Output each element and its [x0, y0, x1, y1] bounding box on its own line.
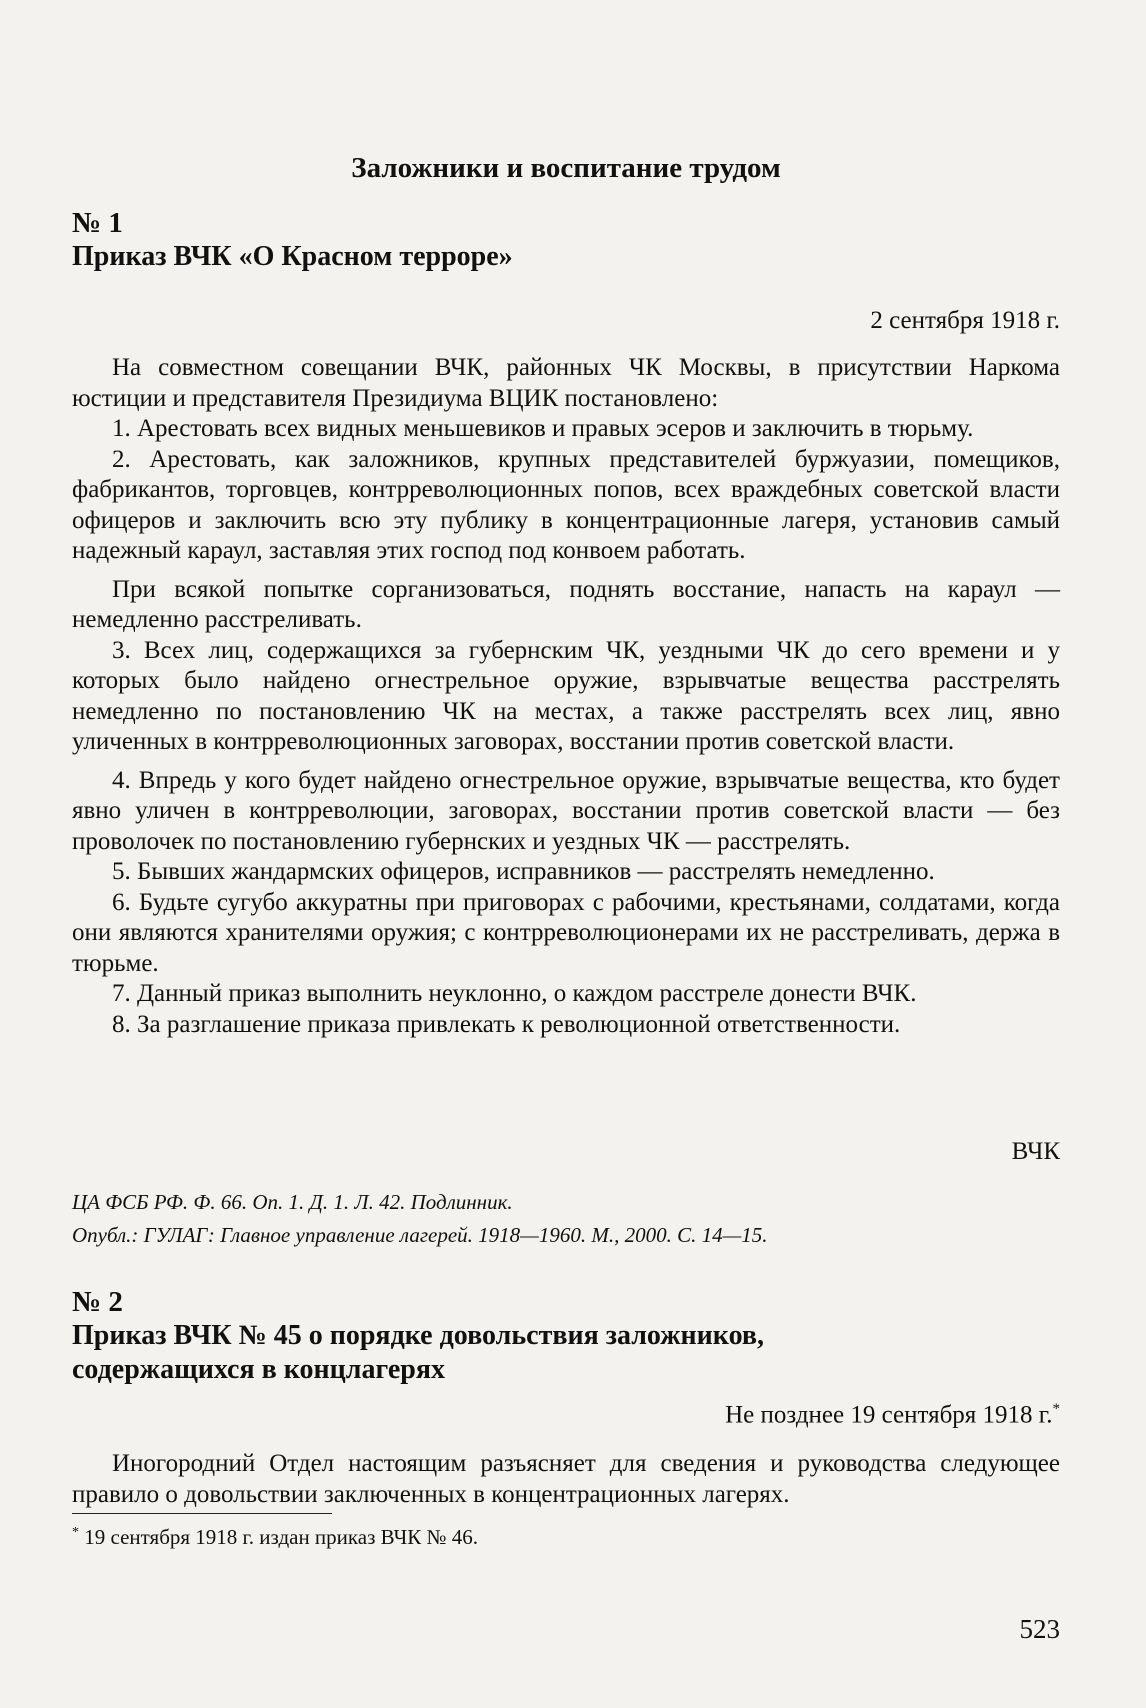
doc1-paragraph: 3. Всех лиц, содержащихся за губернским ЧК, уездными ЧК до сего времени и у которых было найдено огнестрельное оружие, взрывчатые вещества расстрелять немедленно по постановлению ЧК на местах, а также расстрелять всех лиц, явно уличенных в контрреволюционных заговорах, восстании против советской власти. [72, 636, 1060, 755]
footnote-mark: * [72, 1525, 79, 1540]
doc1-title: Приказ ВЧК «О Красном терроре» [72, 241, 513, 272]
doc1-signature: ВЧК [1011, 1138, 1060, 1165]
section-title: Заложники и воспитание трудом [351, 152, 781, 184]
doc1-paragraph: 2. Арестовать, как заложников, крупных представителей буржуазии, помещиков, фабрикантов, торговцев, контрреволюционных попов, всех враждебных советской власти офицеров и заключить всю эту публику в концентрационные лагеря, установив самый надежный караул, заставляя этих господ под конвоем работать. [72, 445, 1060, 564]
doc1-source-published: Опубл.: ГУЛАГ: Главное управление лагерей. 1918—1960. М., 2000. С. 14—15. [72, 1223, 768, 1247]
doc1-paragraph: На совместном совещании ВЧК, районных ЧК Москвы, в присутствии Наркома юстиции и представителя Президиума ВЦИК постановлено: [72, 354, 1060, 412]
doc2-body [72, 1449, 1060, 1510]
doc1-paragraph: 8. За разглашение приказа привлекать к революционной ответственности. [112, 1010, 901, 1038]
doc1-body [72, 353, 1060, 1040]
doc1-paragraph: 7. Данный приказ выполнить неуклонно, о каждом расстреле донести ВЧК. [112, 980, 917, 1007]
doc1-paragraph: 5. Бывших жандармских офицеров, исправников — расстрелять немедленно. [112, 858, 935, 885]
doc2-date-text: Не позднее 19 сентября 1918 г. [725, 1401, 1053, 1429]
page-number: 523 [1019, 1614, 1060, 1644]
doc1-date: 2 сентября 1918 г. [870, 307, 1060, 334]
doc1-source-archive: ЦА ФСБ РФ. Ф. 66. Оп. 1. Д. 1. Л. 42. Подлинник. [72, 1190, 513, 1214]
footnote [72, 1525, 478, 1550]
doc2-number: № 2 [72, 1286, 123, 1318]
doc2-date [725, 1401, 1060, 1429]
doc2-title [72, 1319, 1060, 1387]
doc1-paragraph: 6. Будьте сугубо аккуратны при приговорах с рабочими, крестьянами, солдатами, когда они являются хранителями оружия; с контрреволюционерами их не расстреливать, держа в тюрьме. [72, 888, 1060, 977]
doc1-number: № 1 [72, 207, 123, 239]
doc2-title-line2: содержащихся в концлагерях [72, 1354, 445, 1385]
footnote-divider [72, 1513, 332, 1514]
doc1-paragraph: 1. Арестовать всех видных меньшевиков и правых эсеров и заключить в тюрьму. [112, 415, 974, 442]
doc1-paragraph: 4. Впредь у кого будет найдено огнестрельное оружие, взрывчатые вещества, кто будет явно уличен в контрреволюции, заговорах, восстании против советской власти — без проволочек по постановлению губернских и уездных ЧК — расстрелять. [72, 766, 1060, 855]
doc2-paragraph: Иногородний Отдел настоящим разъясняет для сведения и руководства следующее правило о довольствии заключенных в концентрационных лагерях. [72, 1450, 1060, 1508]
footnote-ref-mark: * [1052, 1401, 1060, 1417]
page [72, 0, 1060, 1708]
doc2-title-line1: Приказ ВЧК № 45 о порядке довольствия заложников, [72, 1320, 764, 1351]
footnote-text: 19 сентября 1918 г. издан приказ ВЧК № 46. [79, 1525, 479, 1549]
doc1-paragraph: При всякой попытке сорганизоваться, поднять восстание, напасть на караул — немедленно расстреливать. [72, 575, 1060, 633]
